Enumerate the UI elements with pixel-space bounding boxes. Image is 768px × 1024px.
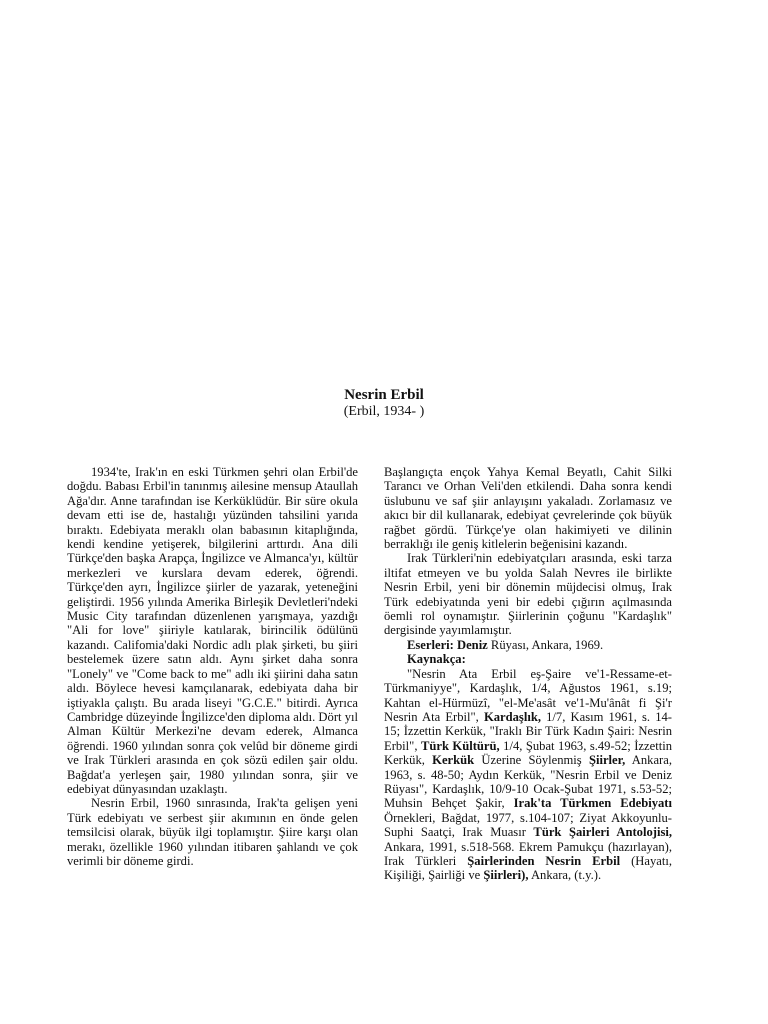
source-title: Kardaşlık, xyxy=(483,709,541,724)
source-title: Türk Kültürü, xyxy=(420,738,500,753)
source-segment: Ankara, (t.y.). xyxy=(528,868,602,883)
sources-text xyxy=(384,667,672,883)
left-column xyxy=(67,465,358,868)
paragraph-literary-role: Irak Türkleri'nin edebiyatçıları arasında, eski tarza iltifat etmeyen ve bu yolda Salah Nevres ile birlikte Nesrin Erbil, yeni bir dönemin müjdecisi olmuş, Irak Türk edebiyatında yeni bir edebi çığırın açılmasında öemli rol oynamıştır. Şiirlerinin çoğunu "Kardaşlık" dergisinde yayımlamıştır. xyxy=(384,551,672,638)
source-title: Şiirleri), xyxy=(483,868,529,883)
source-segment: (Hayatı, Kişiliği, Şairliği ve xyxy=(384,853,672,883)
works-label: Eserleri: Deniz xyxy=(407,637,488,652)
source-title: Şiirler, xyxy=(588,753,626,768)
right-column xyxy=(384,465,672,883)
page-title: Nesrin Erbil xyxy=(344,387,424,403)
paragraph-poetry-movement: Nesrin Erbil, 1960 sınrasında, Irak'ta gelişen yeni Türk edebiyatı ve serbest şiir akımının en önde gelen temsilcisi olarak, büyük ilgi toplamıştır. Şiire karşı olan merakı, özellikle 1960 yılından itibaren şahlandı ve çok verimli bir döneme girdi. xyxy=(67,796,358,868)
source-title: Kerkük xyxy=(432,753,475,768)
page-subtitle: (Erbil, 1934- ) xyxy=(343,404,425,419)
works-line xyxy=(384,638,672,652)
source-segment: Örnekleri, Bağdat, 1977, s.104-107; Ziyat Akkoyunlu-Suphi Saatçi, Irak Muasır xyxy=(384,810,672,840)
paragraph-biography: 1934'te, Irak'ın en eski Türkmen şehri olan Erbil'de doğdu. Babası Erbil'in tanınmış ailesine mensup Ataullah Ağa'dır. Anne tarafından ise Kerküklüdür. Bir süre okula devam etti ise de, hastalığı yüzünden tahsilini yarıda bıraktı. Edebiyata meraklı olan babasının kitaplığında, kendi kendine yetişerek, bilgilerini arttırdı. Ana dili Türkçe'den başka Arapça, İngilizce ve Almanca'yı, kültür merkezleri ve kurslara devam ederek, öğrendi. Türkçe'den ayrı, İngilizce şiirler de yazarak, yeteneğini geliştirdi. 1956 yılında Amerika Birleşik Devletleri'ndeki Music City tarafından düzenlenen yarışmaya, yazdığı "Ali for love" şiiriyle katılarak, birincilik ödülünü kazandı. Califomia'daki Nordic adlı plak şirketi, bu şiiri bestelemek üzere satın aldı. Aynı şirket daha sonra "Lonely" ve "Come back to me" adlı iki şiirini daha satın aldı. Böylece hevesi kamçılanarak, edebiyata daha bir iştiyakla çalıştı. Bu arada liseyi "G.C.E." bitirdi. Ayrıca Cambridge düzeyinde İngilizce'den diploma aldı. Dört yıl Alman Kültür Merkezi'ne devam ederek, Almanca öğrendi. 1960 yılından sonra çok velûd bir döneme girdi ve Irak Türkleri arasında en çok sözü edilen şair oldu. Bağdat'a yerleşen şair, 1980 yılından sonra, şiir ve edebiyat dünyasından uzaklaştı. xyxy=(67,465,358,796)
source-segment: "Nesrin Ata Erbil eş-Şaire ve'1-Ressame-et-Türkmaniyye", Kardaşlık, 1/4, Ağustos 1961, s.19; Kahtan el-Hürmüzî, "el-Me'asât ve'1-Mu'ânât fi Şi'r Nesrin Ata Erbil", xyxy=(384,666,672,724)
works-text: Rüyası, Ankara, 1969. xyxy=(487,637,604,652)
source-title: Türk Şairleri Antolojisi, xyxy=(533,825,672,840)
source-title: Şairlerinden Nesrin Erbil xyxy=(467,853,621,868)
source-segment: 1/4, Şubat 1963, s.49-52; İzzettin Kerkük, xyxy=(384,738,672,768)
source-title: Irak'ta Türkmen Edebiyatı xyxy=(513,796,672,811)
source-segment: 1/7, Kasım 1961, s. 14-15; İzzettin Kerkük, "Iraklı Bir Türk Kadın Şairi: Nesrin Erbil", xyxy=(384,709,672,753)
paragraph-influences: Başlangıçta ençok Yahya Kemal Beyatlı, Cahit Silki Tarancı ve Orhan Veli'den etkilendi. Daha sonra kendi üslubunu ve saf şiir anlayışını yakaladı. Zorlamasız ve akıcı bir dil kullanarak, edebiyat çevrelerinde çok büyük rağbet gördü. Türkçe'ye olan hakimiyeti ve dilinin berraklığı ile geniş kitlelerin beğenisini kazandı. xyxy=(384,465,672,552)
source-segment: Ankara, 1991, s.518-568. Ekrem Pamukçu (hazırlayan), Irak Türkleri xyxy=(384,839,672,868)
sources-label: Kaynakça: xyxy=(407,652,466,667)
source-segment: Ankara, 1963, s. 48-50; Aydın Kerkük, "Nesrin Erbil ve Deniz Rüyası", Kardaşlık, 10/9-10 Ocak-Şubat 1971, s.53-52; Muhsin Behçet Şakir, xyxy=(384,753,672,811)
source-segment: Üzerine Söylenmiş xyxy=(474,753,589,768)
